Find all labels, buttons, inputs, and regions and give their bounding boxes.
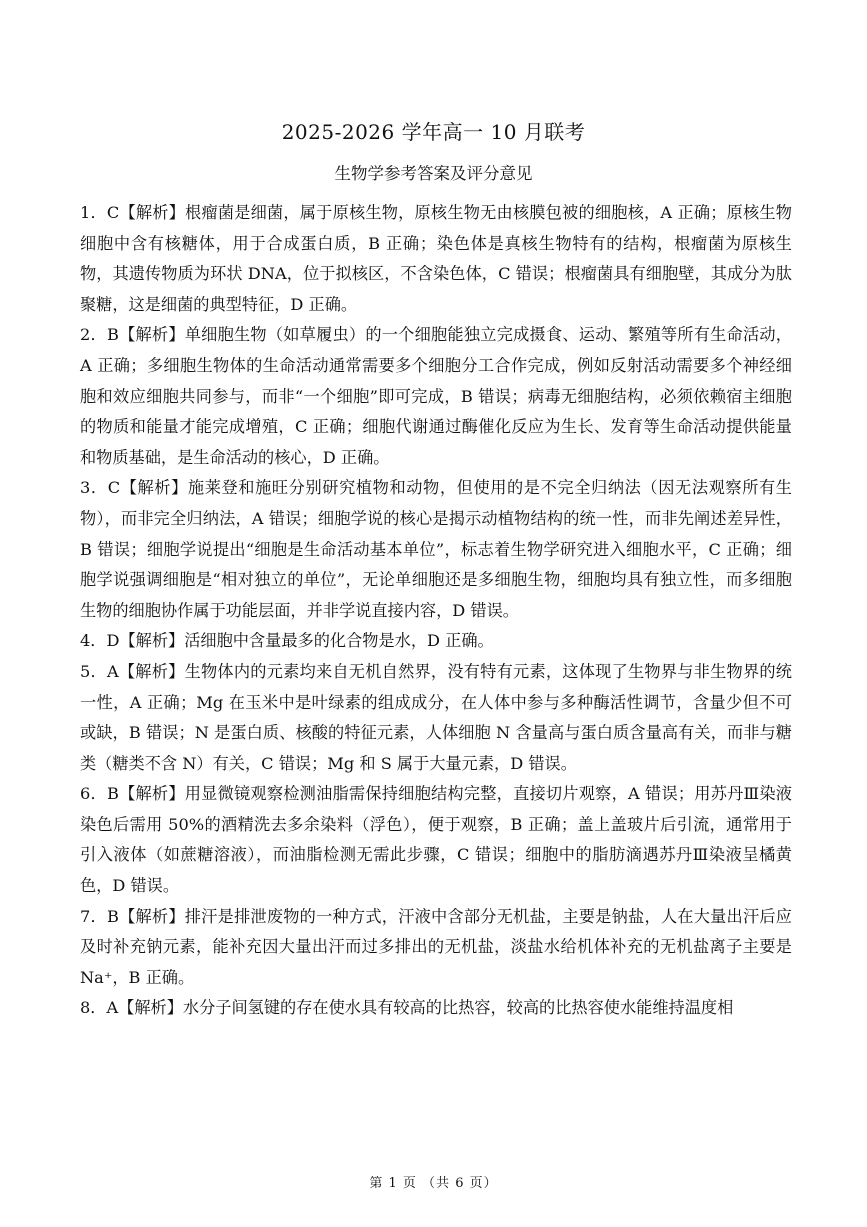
answer-item-5: 5．A【解析】生物体内的元素均来自无机自然界，没有特有元素，这体现了生物界与非生物界的统一性，A 正确；Mg 在玉米中是叶绿素的组成成分，在人体中参与多种酶活性调节，含量少但不可或缺，B 错误；N 是蛋白质、核酸的特征元素，人体细胞 N 含量高与蛋白质含量高有关，而非与糖类（糖类不含 N）有关，C 错误；Mg 和 S 属于大量元素，D 错误。 xyxy=(80,661,792,773)
answer-item-3: 3．C【解析】施莱登和施旺分别研究植物和动物，但使用的是不完全归纳法（因无法观察所有生物），而非完全归纳法，A 错误；细胞学说的核心是揭示动植物结构的统一性，而非先阐述差异性，B 错误；细胞学说提出“细胞是生命活动基本单位”，标志着生物学研究进入细胞水平，C 正确；细胞学说强调细胞是“相对独立的单位”，无论单细胞还是多细胞生物，细胞均具有独立性，而多细胞生物的细胞协作属于功能层面，并非学说直接内容，D 错误。 xyxy=(80,478,792,620)
page-number-footer: 第 1 页 （共 6 页） xyxy=(369,1176,498,1191)
answer-list xyxy=(80,198,792,1024)
document-title: 2025-2026 学年高一 10 月联考 xyxy=(281,120,586,144)
answer-item-4: 4．D【解析】活细胞中含量最多的化合物是水，D 正确。 xyxy=(80,631,494,651)
answer-item-1: 1．C【解析】根瘤菌是细菌，属于原核生物，原核生物无由核膜包被的细胞核，A 正确；原核生物细胞中含有核糖体，用于合成蛋白质，B 正确；染色体是真核生物特有的结构，根瘤菌为原核生物，其遗传物质为环状 DNA，位于拟核区，不含染色体，C 错误；根瘤菌具有细胞壁，其成分为肽聚糖，这是细菌的典型特征，D 正确。 xyxy=(80,203,792,314)
document-subtitle: 生物学参考答案及评分意见 xyxy=(334,164,533,183)
answer-item-2: 2．B【解析】单细胞生物（如草履虫）的一个细胞能独立完成摄食、运动、繁殖等所有生命活动，A 正确；多细胞生物体的生命活动通常需要多个细胞分工合作完成，例如反射活动需要多个神经细胞和效应细胞共同参与，而非“一个细胞”即可完成，B 错误；病毒无细胞结构，必须依赖宿主细胞的物质和能量才能完成增殖，C 正确；细胞代谢通过酶催化反应为生长、发育等生命活动提供能量和物质基础，是生命活动的核心，D 正确。 xyxy=(80,325,792,467)
answer-item-6: 6．B【解析】用显微镜观察检测油脂需保持细胞结构完整，直接切片观察，A 错误；用苏丹Ⅲ染液染色后需用 50%的酒精洗去多余染料（浮色），便于观察，B 正确；盖上盖玻片后引流，通常用于引入液体（如蔗糖溶液），而油脂检测无需此步骤，C 错误；细胞中的脂肪滴遇苏丹Ⅲ染液呈橘黄色，D 错误。 xyxy=(80,784,792,896)
answer-item-7: 7．B【解析】排汗是排泄废物的一种方式，汗液中含部分无机盐，主要是钠盐，人在大量出汗后应及时补充钠元素，能补充因大量出汗而过多排出的无机盐，淡盐水给机体补充的无机盐离子主要是 Na⁺，B 正确。 xyxy=(80,906,792,987)
answer-item-8: 8．A【解析】水分子间氢键的存在使水具有较高的比热容，较高的比热容使水能维持温度相 xyxy=(80,998,734,1018)
